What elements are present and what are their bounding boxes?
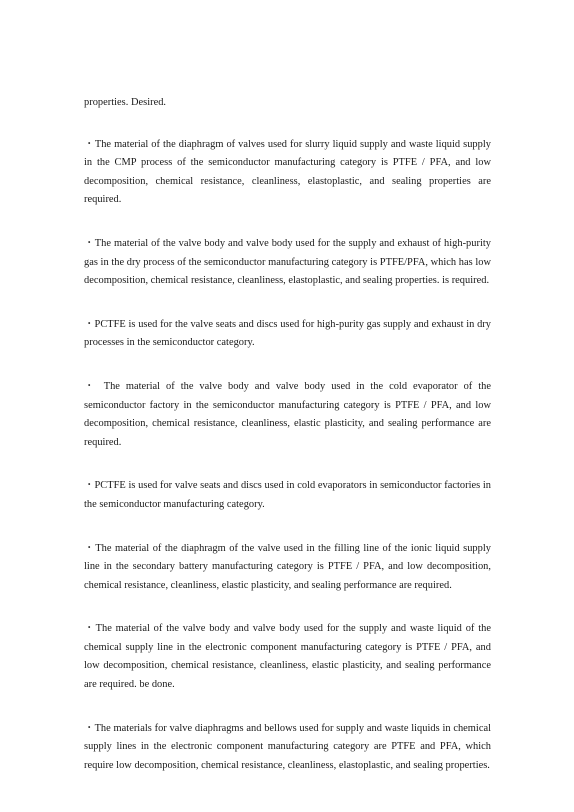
paragraph-pctfe-dry-process: ・PCTFE is used for the valve seats and discs used for high-purity gas supply and exhaust in dry processes in the semiconductor category. — [84, 318, 491, 349]
paragraph-electronic-valve-body: ・The material of the valve body and valve body used for the supply and waste liquid of the chemical supply line in the electronic component manufacturing category is PTFE / PFA, and low decomposition, chemical resistance, cleanliness, elastic plasticity, and sealing performance are required. be done. — [84, 623, 491, 691]
paragraph-secondary-battery-diaphragm: ・The material of the diaphragm of the valve used in the filling line of the ionic liquid supply line in the secondary battery manufacturing category is PTFE / PFA, and low decomposition, chemical resistance, cleanliness, elastic plasticity, and sealing performance are required. — [84, 542, 491, 591]
paragraph-cold-evaporator-valve-body: ・ The material of the valve body and valve body used in the cold evaporator of the semiconductor factory in the semiconductor manufacturing category is PTFE / PFA, and low decomposition, chemical resistance, cleanliness, elastic plasticity, and sealing performance are required. — [84, 380, 491, 448]
paragraph-continuation: properties. Desired. — [84, 97, 167, 108]
document-body — [84, 94, 491, 800]
paragraph-electronic-diaphragm-bellows: ・The materials for valve diaphragms and bellows used for supply and waste liquids in chemical supply lines in the electronic component manufacturing category are PTFE and PFA, which require low decomposition, chemical resistance, cleanliness, elastoplastic, and sealing properties. — [84, 722, 491, 771]
paragraph-pctfe-cold-evaporator: ・PCTFE is used for valve seats and discs used in cold evaporators in semiconductor factories in the semiconductor manufacturing category. — [84, 480, 491, 510]
paragraph-dry-process-valve-body: ・The material of the valve body and valve body used for the supply and exhaust of high-purity gas in the dry process of the semiconductor manufacturing category is PTFE/PFA, which has low decomposition, chemical resistance, cleanliness, elastoplastic, and sealing properties. is required. — [84, 237, 491, 287]
paragraph-cmp-diaphragm: ・The material of the diaphragm of valves used for slurry liquid supply and waste liquid supply in the CMP process of the semiconductor manufacturing category is PTFE / PFA, and low decomposition, chemical resistance, cleanliness, elastoplastic, and sealing properties are required. — [84, 138, 491, 206]
